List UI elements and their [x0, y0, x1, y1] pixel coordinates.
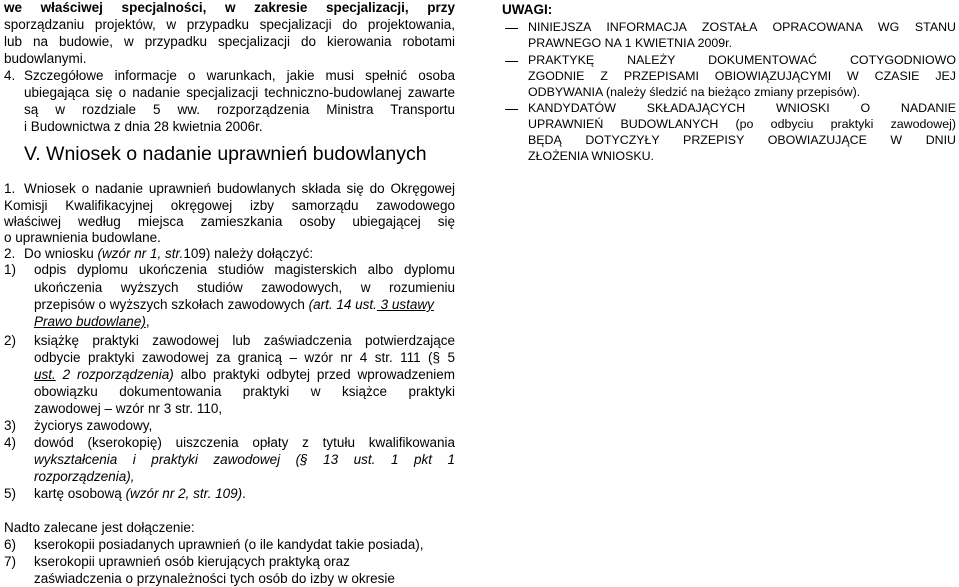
note-line: ODBYWANIA (należy śledzić na bieżąco zmiany przepisów).: [528, 85, 861, 99]
text: ,: [145, 314, 150, 329]
note-line: KANDYDATÓW SKŁADAJĄCYCH WNIOSKI O NADANIE: [528, 101, 956, 115]
list-line: [34, 314, 150, 330]
list-line: rozporządzenia),: [34, 469, 135, 484]
note-line: NINIEJSZA INFORMACJA ZOSTAŁA OPRACOWANA WG STANU: [528, 20, 956, 34]
dash-bullet: [505, 61, 518, 62]
list-line: obowiązku dokumentowania praktyki w książce praktyki: [34, 384, 455, 399]
list-number: 7): [4, 554, 17, 569]
note-line: ZŁOŻENIA WNIOSKU.: [528, 149, 654, 163]
para-line: Komisji Kwalifikacyjnej okręgowej izby samorządu zawodowego: [4, 198, 455, 213]
list-line: życiorys zawodowy,: [34, 418, 153, 433]
text: 109): [183, 246, 211, 261]
dash-bullet: [505, 109, 518, 110]
note-line: PRAKTYKĘ NALEŻY DOKUMENTOWAĆ COTYGODNIOWO: [528, 53, 956, 67]
item-number: 4.: [4, 68, 16, 83]
left-column: [0, 0, 470, 586]
list-line: wykształcenia i praktyki zawodowej (§ 13 ust. 1 pkt 1: [34, 452, 455, 467]
list-line: odbycie praktyki zawodowej za granicą – wzór nr 4 str. 111 (§ 5: [34, 350, 455, 365]
text: albo praktyki odbytej przed wprowadzeniem: [173, 367, 456, 382]
para-line: [24, 246, 313, 262]
list-number: 3): [4, 418, 17, 433]
text-italic: 2 rozporządzenia): [55, 367, 174, 382]
notes-heading: UWAGI:: [502, 2, 553, 17]
note-line: UPRAWNIEŃ BUDOWLANYCH (po odbyciu praktyki zawodowej): [528, 117, 956, 131]
list-number: 2): [4, 333, 17, 348]
intro-line: budowlanymi.: [4, 51, 87, 66]
text-italic-underlined: Prawo budowlane): [34, 314, 146, 329]
section-title: V. Wniosek o nadanie uprawnień budowlanych: [24, 143, 427, 165]
text-italic: (art. 14 ust.: [308, 297, 377, 312]
note-line: PRAWNEGO NA 1 KWIETNIA 2009r.: [528, 36, 733, 50]
para-line: Wniosek o nadanie uprawnień budowlanych składa się do Okręgowej: [24, 181, 455, 196]
list-number: 4): [4, 435, 17, 450]
para-number: 2.: [4, 246, 16, 261]
para-line: o uprawnienia budowlane.: [4, 230, 161, 245]
note-line: ZGODNIE Z PRZEPISAMI OBIOWIĄZUJĄCYMI W CZASIE JEJ: [528, 69, 956, 83]
text: .: [242, 486, 246, 501]
list-number: 1): [4, 262, 17, 277]
right-column: [500, 0, 959, 200]
list-line: kserokopii uprawnień osób kierujących praktyką oraz: [34, 554, 350, 569]
list-number: 5): [4, 486, 17, 501]
note-line: BĘDĄ DOTYCZYŁY PRZEPISY OBOWIAZUJĄCE W DNIU: [528, 133, 956, 147]
list-line: [34, 297, 434, 313]
item-line: i Budownictwa z dnia 28 kwietnia 2006r.: [24, 119, 263, 134]
list-line: ukończenia wyższych studiów zawodowych, w rozumieniu: [34, 280, 455, 295]
recommended-heading: Nadto zalecane jest dołączenie:: [4, 520, 195, 535]
list-line: zaświadczenia o przynależności tych osób do izby w okresie: [34, 571, 395, 586]
list-line: [34, 367, 455, 383]
intro-line: sporządzaniu projektów, w przypadku specjalizacji do projektowania,: [4, 17, 455, 32]
intro-line: lub na budowie, w przypadku specjalizacji do kierowania robotami: [4, 34, 455, 49]
text-italic: (wzór nr 2, str. 109): [125, 486, 243, 501]
text: należy dołączyć:: [210, 246, 314, 261]
text: kartę osobową: [34, 486, 126, 501]
para-number: 1.: [4, 181, 16, 196]
text-italic: (wzór nr 1, str.: [97, 246, 184, 261]
list-line: zawodowej – wzór nr 3 str. 110,: [34, 401, 223, 416]
list-line: odpis dyplomu ukończenia studiów magisterskich albo dyplomu: [34, 262, 455, 277]
list-number: 6): [4, 537, 17, 552]
text-italic-underlined: 3 ustawy: [376, 297, 434, 312]
list-line: kserokopii posiadanych uprawnień (o ile kandydat takie posiada),: [34, 537, 424, 552]
list-line: książkę praktyki zawodowej lub zaświadczenia potwierdzające: [34, 333, 455, 348]
text: Do wniosku: [24, 246, 98, 261]
dash-bullet: [505, 28, 518, 29]
item-line: Szczegółowe informacje o warunkach, jakie musi spełnić osoba: [24, 68, 455, 83]
intro-line: we właściwej specjalności, w zakresie specjalizacji, przy: [4, 0, 455, 15]
item-line: są w rozdziale 5 ww. rozporządzenia Ministra Transportu: [24, 102, 455, 117]
list-line: [34, 486, 246, 502]
para-line: właściwej według miejsca zamieszkania osoby ubiegającej się: [4, 214, 455, 229]
text: przepisów o wyższych szkołach zawodowych: [34, 297, 309, 312]
item-line: ubiegająca się o nadanie specjalizacji techniczno-budowlanej zawarte: [24, 85, 455, 100]
text-italic-underlined: ust.: [34, 367, 56, 382]
list-line: dowód (kserokopię) uiszczenia opłaty z tytułu kwalifikowania: [34, 435, 455, 450]
